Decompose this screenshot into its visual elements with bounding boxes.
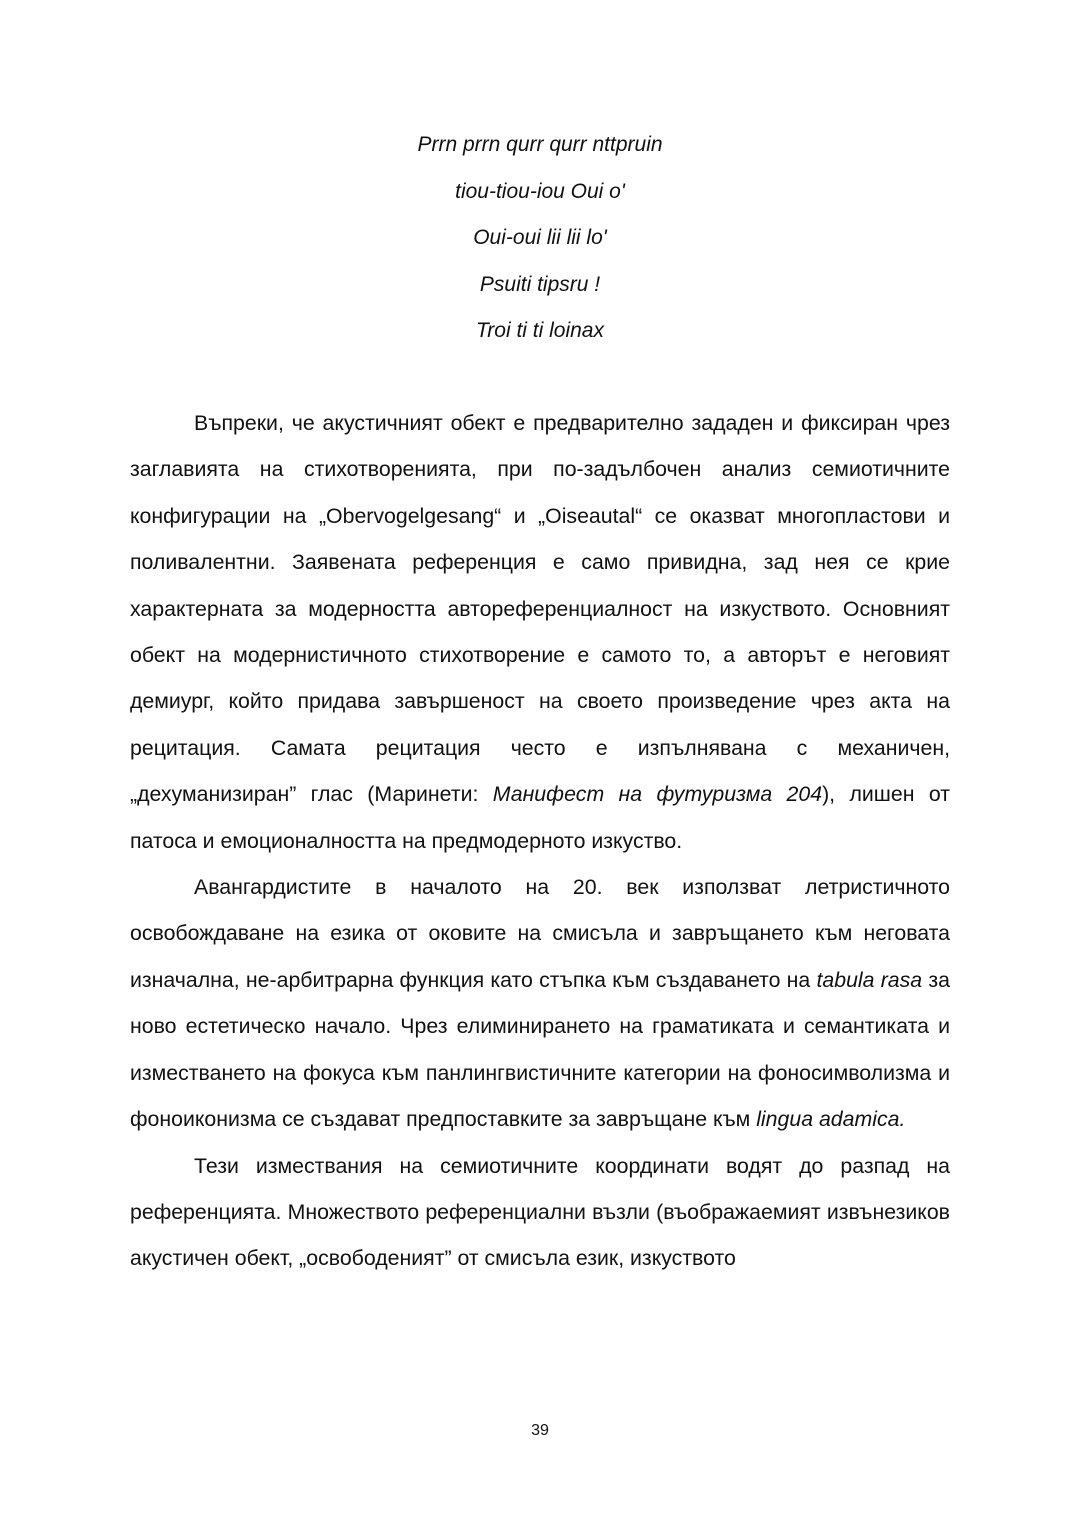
paragraph-2-text-a: Авангардистите в началото на 20. век използват летристичното освобождаване на езика от оковите на смисъла и завръщането към неговата изначална, не-арбитрарна функция като стъпка към създаването на — [130, 875, 950, 992]
paragraph-3-text: Тези измествания на семиотичните координати водят до разпад на референцията. Множеството референциални възли (въображаемият извънезиков акустичен обект, „освободеният” от смисъла език, изкуството — [130, 1153, 950, 1271]
paragraph-2-term-lingua-adamica: lingua adamica. — [756, 1107, 906, 1132]
paragraph-1-text-a: Въпреки, че акустичният обект е предварително зададен и фиксиран чрез заглавията на стихотворенията, при по-задълбочен анализ семиотичните конфигурации на „Obervogelgesang“ и „Oiseautal“ се оказват многопластови и поливалентни. Заявената референция е само привидна, зад нея се крие характерната за модерността автореференциалност на изкуството. Основният обект на модернистичното стихотворение е самото то, а авторът е неговият демиург, който придава завършеност на своето произведение чрез акта на рецитация. Самата рецитация често е изпълнявана с механичен, „дехуманизиран” глас (Маринети: — [130, 411, 950, 807]
paragraph-1 — [130, 400, 950, 864]
paragraph-2-text-b: за ново естетическо начало. Чрез елиминирането на граматиката и семантиката и изместването на фокуса към панлингвистичните категории на фоносимволизма и фоноиконизма се създават предпоставките за завръщане към — [130, 967, 950, 1132]
paragraph-2-term-tabula-rasa: tabula rasa — [816, 967, 923, 992]
poem-line-3: Oui-oui lii lii lo' — [473, 226, 607, 249]
poem-line-1: Prrn prrn qurr qurr nttpruin — [417, 133, 663, 156]
page-number: 39 — [531, 1422, 549, 1439]
poem-line-2: tiou-tiou-iou Oui o' — [455, 179, 625, 203]
paragraph-3 — [130, 1143, 950, 1282]
body-text — [130, 400, 950, 1282]
poem-stanza — [0, 122, 1080, 355]
paragraph-1-citation: Манифест на футуризма 204 — [492, 782, 823, 807]
poem-line-5: Troi ti ti loinax — [476, 319, 604, 342]
paragraph-2 — [130, 864, 950, 1142]
poem-line-4: Psuiti tipsru ! — [479, 272, 601, 296]
paragraph-1-text-b: ), лишен от патоса и емоционалността на предмодерното изкуство. — [130, 782, 950, 853]
